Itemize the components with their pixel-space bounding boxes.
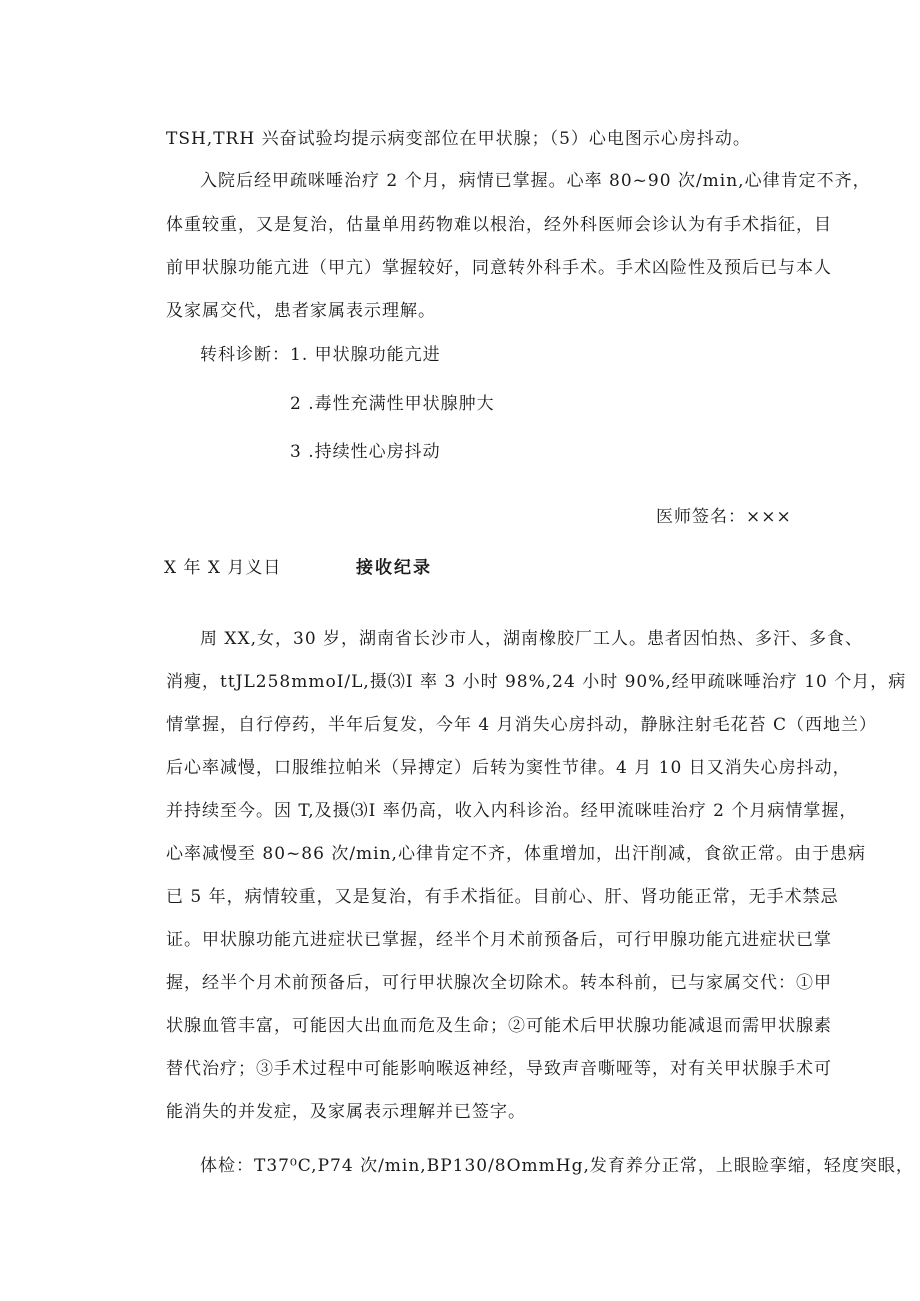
paragraph-line: 及家属交代，患者家属表示理解。 xyxy=(166,301,436,321)
record-title: 接收纪录 xyxy=(356,558,432,578)
diagnosis-item: 3 .持续性心房抖动 xyxy=(290,442,441,462)
paragraph-line: 替代治疗；③手术过程中可能影响喉返神经，导致声音嘶哑等，对有关甲状腺手术可 xyxy=(166,1059,832,1079)
paragraph-line: 情掌握，自行停药，半年后复发，今年 4 月消失心房抖动，静脉注射毛花苔 C（西地兰） xyxy=(166,715,878,735)
paragraph-line: 证。甲状腺功能亢进症状已掌握，经半个月术前预备后，可行甲腺功能亢进症状已掌 xyxy=(166,930,832,950)
paragraph-line: 后心率减慢，口服维拉帕米（异搏定）后转为窦性节律。4 月 10 日又消失心房抖动， xyxy=(166,758,851,778)
paragraph-line: 前甲状腺功能亢进（甲亢）掌握较好，同意转外科手术。手术凶险性及预后已与本人 xyxy=(166,258,832,278)
paragraph-line: 入院后经甲疏咪唾治疗 2 个月，病情已掌握。心率 80~90 次/min,心律肯定不齐， xyxy=(200,171,871,191)
paragraph-line: 周 XX,女，30 岁，湖南省长沙市人，湖南橡胶厂工人。患者因怕热、多汗、多食、 xyxy=(200,629,864,649)
doctor-signature: 医师签名：××× xyxy=(656,507,792,527)
diagnosis-item: 2 .毒性充满性甲状腺肿大 xyxy=(290,394,495,414)
paragraph-line: 握，经半个月术前预备后，可行甲状腺次全切除术。转本科前，已与家属交代：①甲 xyxy=(166,973,832,993)
diagnosis-label: 转科诊断：1. 甲状腺功能亢进 xyxy=(200,345,441,365)
paragraph-line: 心率减慢至 80~86 次/min,心律肯定不齐，体重增加，出汗削减，食欲正常。由于患病 xyxy=(166,844,866,864)
paragraph-line: 能消失的并发症，及家属表示理解并已签字。 xyxy=(166,1102,526,1122)
paragraph-line: 并持续至今。因 T,及摄⑶I 率仍高，收入内科诊治。经甲流咪哇治疗 2 个月病情掌握， xyxy=(166,801,858,821)
paragraph-line: 状腺血管丰富，可能因大出血而危及生命；②可能术后甲状腺功能减退而需甲状腺素 xyxy=(166,1016,832,1036)
physical-exam-line: 体检：T37⁰C,P74 次/min,BP130/8OmmHg,发育养分正常，上眼睑挛缩，轻度突眼， xyxy=(200,1156,914,1176)
record-date: X 年 X 月义日 xyxy=(164,558,282,578)
paragraph-line: 体重较重，又是复治，估量单用药物难以根治，经外科医师会诊认为有手术指征，目 xyxy=(166,215,832,235)
paragraph-line: 消瘦，ttJL258mmoI/L,摄⑶I 率 3 小时 98%,24 小时 90%,经甲疏咪唾治疗 10 个月，病 xyxy=(166,672,907,692)
text-line-prev: TSH,TRH 兴奋试验均提示病变部位在甲状腺；（5）心电图示心房抖动。 xyxy=(166,129,751,149)
paragraph-line: 已 5 年，病情较重，又是复治，有手术指征。目前心、肝、肾功能正常，无手术禁忌 xyxy=(166,887,839,907)
